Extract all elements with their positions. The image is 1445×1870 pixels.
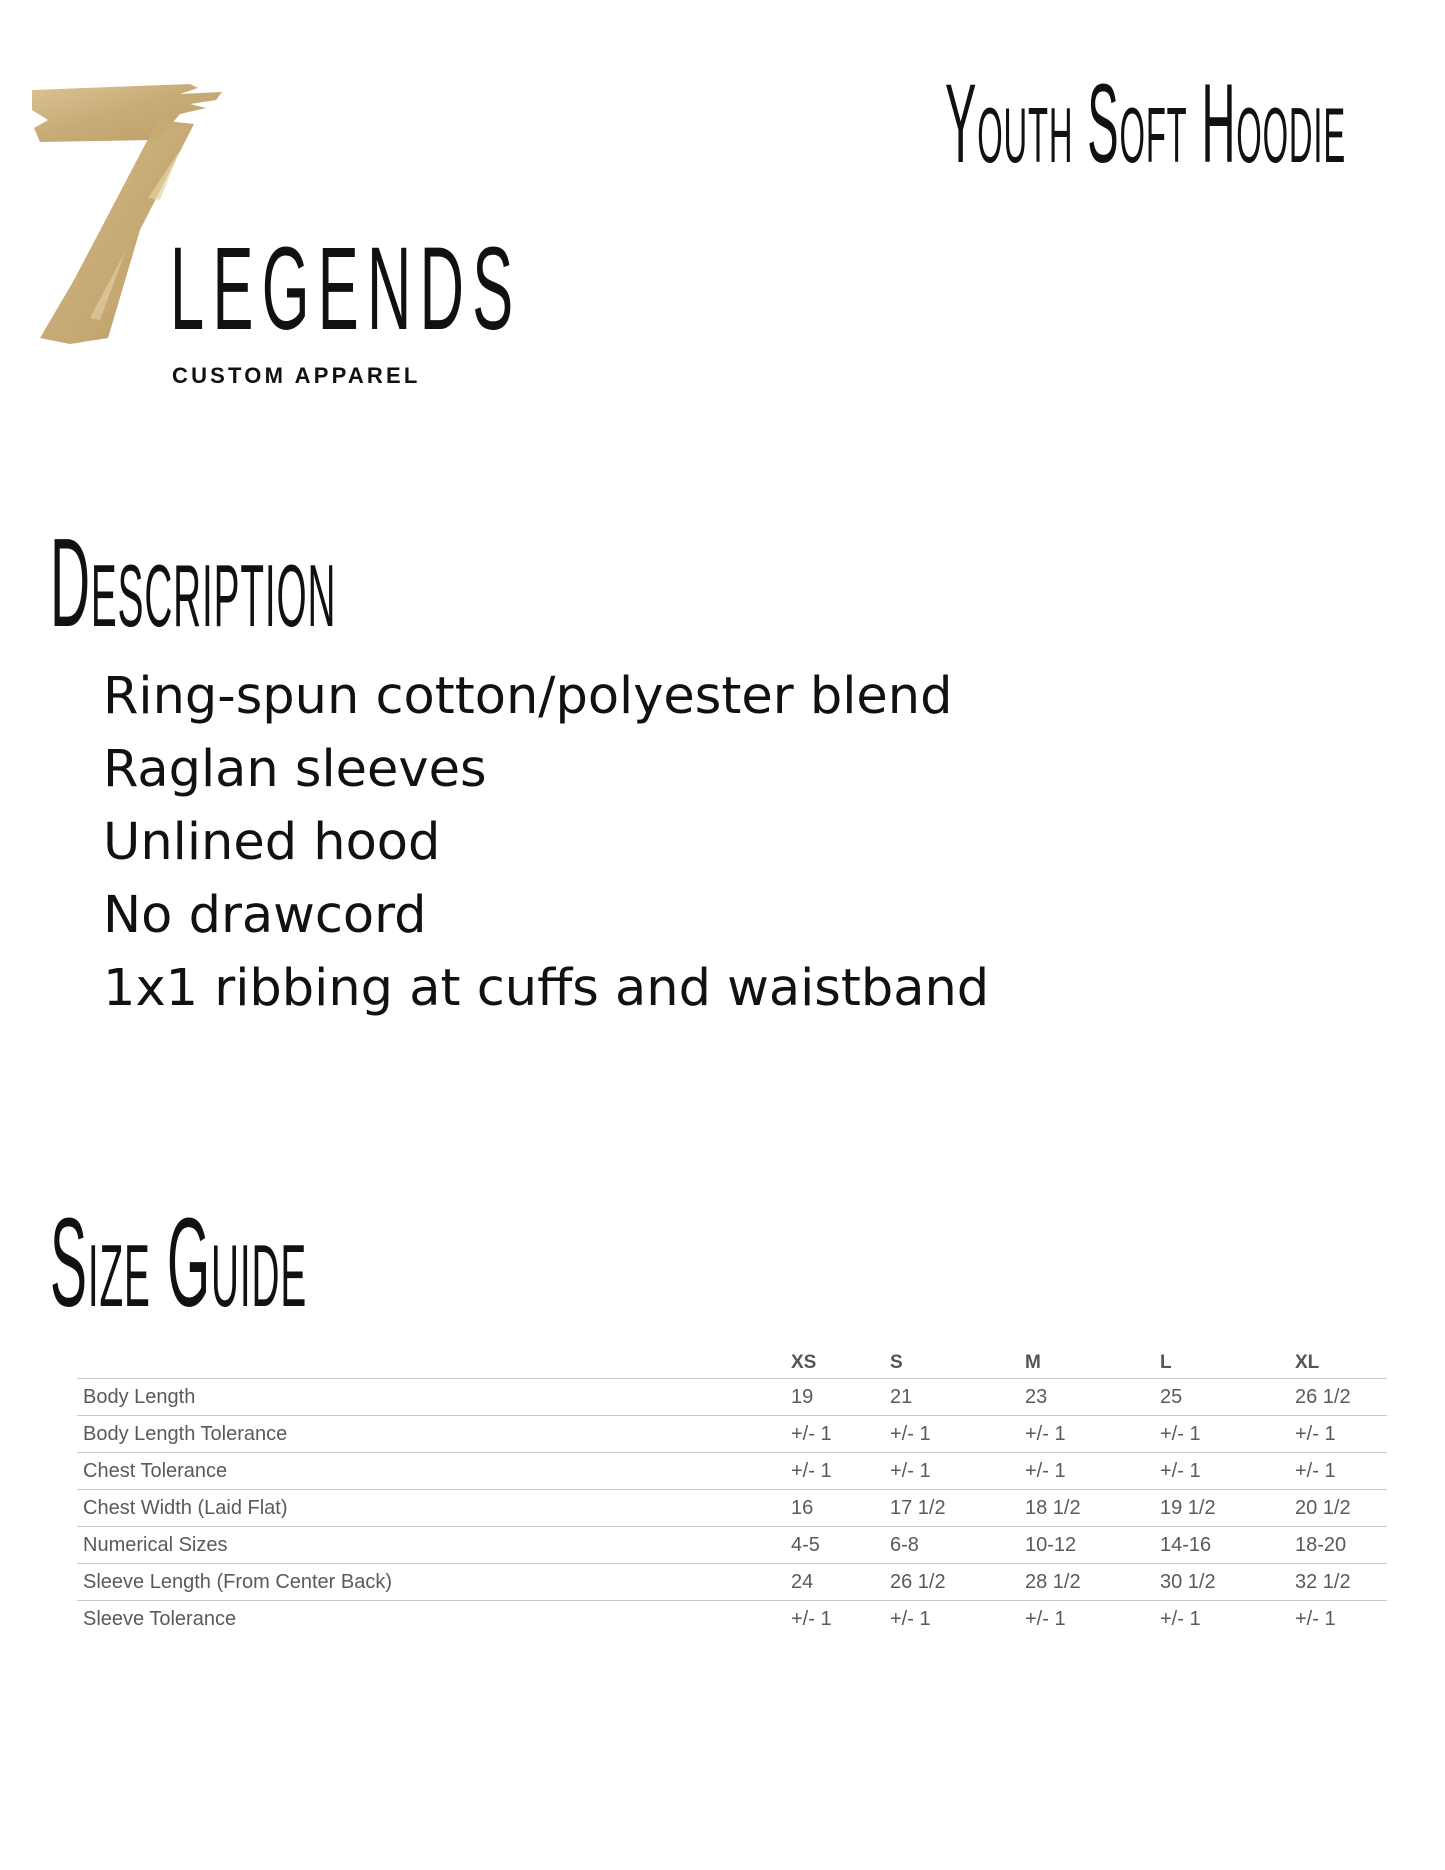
table-cell: 16	[791, 1490, 890, 1527]
table-cell: 18 1/2	[1025, 1490, 1160, 1527]
size-table	[77, 1342, 1387, 1637]
row-label: Chest Width (Laid Flat)	[77, 1490, 791, 1527]
size-table-header-row	[77, 1342, 1387, 1379]
table-cell: +/- 1	[1295, 1453, 1387, 1490]
table-cell: 19	[791, 1379, 890, 1416]
table-cell: +/- 1	[1295, 1607, 1336, 1630]
table-cell: 4-5	[791, 1527, 890, 1564]
table-cell: +/- 1	[791, 1416, 890, 1453]
size-column-header: S	[890, 1342, 1025, 1379]
table-cell: 26 1/2	[890, 1564, 1025, 1601]
table-cell: 14-16	[1160, 1527, 1295, 1564]
table-cell: +/- 1	[1160, 1453, 1295, 1490]
table-cell: +/- 1	[1295, 1416, 1387, 1453]
table-cell: +/- 1	[1025, 1453, 1160, 1490]
table-row	[77, 1453, 1387, 1490]
table-row	[77, 1416, 1387, 1453]
size-column-header: L	[1160, 1342, 1295, 1379]
table-cell: 18-20	[1295, 1527, 1387, 1564]
description-list	[103, 660, 989, 1025]
row-label: Body Length	[77, 1379, 791, 1416]
table-cell: +/- 1	[890, 1607, 931, 1630]
table-cell: 24	[791, 1564, 890, 1601]
table-row	[77, 1379, 1387, 1416]
table-cell: +/- 1	[1160, 1607, 1201, 1630]
description-item: 1x1 ribbing at cuffs and waistband	[103, 959, 990, 1018]
logo-wordmark: LEGENDS	[170, 223, 522, 355]
table-row	[77, 1527, 1387, 1564]
table-cell: 20 1/2	[1295, 1490, 1387, 1527]
size-column-header: XS	[791, 1342, 890, 1379]
row-label: Body Length Tolerance	[77, 1416, 791, 1453]
table-cell: +/- 1	[1025, 1416, 1160, 1453]
table-row	[77, 1490, 1387, 1527]
table-cell: +/- 1	[1160, 1416, 1295, 1453]
table-cell: 23	[1025, 1379, 1160, 1416]
table-cell: 32 1/2	[1295, 1564, 1387, 1601]
row-label: Chest Tolerance	[77, 1453, 791, 1490]
logo-tagline: CUSTOM APPAREL	[172, 363, 421, 388]
description-item: No drawcord	[103, 886, 427, 945]
table-cell: +/- 1	[890, 1416, 1025, 1453]
description-item: Raglan sleeves	[103, 740, 487, 799]
row-label: Sleeve Tolerance	[83, 1607, 237, 1630]
table-cell: 28 1/2	[1025, 1564, 1160, 1601]
table-cell: 19 1/2	[1160, 1490, 1295, 1527]
table-cell: 17 1/2	[890, 1490, 1025, 1527]
table-cell: 30 1/2	[1160, 1564, 1295, 1601]
size-column-header: XL	[1295, 1342, 1387, 1379]
table-cell: +/- 1	[890, 1453, 1025, 1490]
table-row	[77, 1601, 1387, 1638]
size-table-corner	[77, 1342, 791, 1379]
description-item: Unlined hood	[103, 813, 441, 872]
table-cell: 21	[890, 1379, 1025, 1416]
table-row	[77, 1564, 1387, 1601]
table-cell: 6-8	[890, 1527, 1025, 1564]
product-title: Youth Soft Hoodie	[945, 61, 1347, 186]
table-cell: 25	[1160, 1379, 1295, 1416]
table-cell: +/- 1	[791, 1607, 832, 1630]
table-cell: 10-12	[1025, 1527, 1160, 1564]
size-column-header: M	[1025, 1342, 1160, 1379]
description-item: Ring-spun cotton/polyester blend	[103, 667, 953, 726]
table-cell: +/- 1	[791, 1453, 890, 1490]
description-heading: Description	[50, 512, 337, 653]
row-label: Numerical Sizes	[77, 1527, 791, 1564]
size-guide-heading: Size Guide	[50, 1192, 308, 1333]
row-label: Sleeve Length (From Center Back)	[77, 1564, 791, 1601]
table-cell: 26 1/2	[1295, 1379, 1387, 1416]
brand-logo	[30, 80, 522, 388]
table-cell: +/- 1	[1025, 1607, 1066, 1630]
